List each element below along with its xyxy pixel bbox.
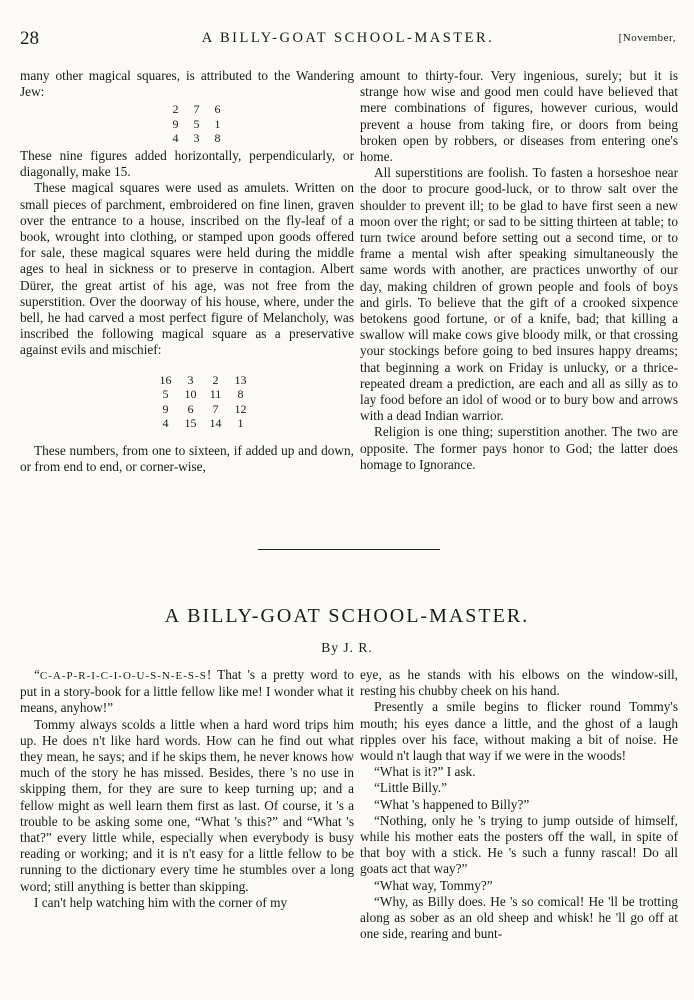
square-cell: 13 (234, 372, 247, 387)
square-cell: 7 (212, 401, 219, 416)
article-title: A BILLY-GOAT SCHOOL-MASTER. (164, 605, 530, 627)
paragraph: “Little Billy.” (374, 780, 447, 796)
square-cell: 6 (187, 401, 194, 416)
magic-square-4x4 (153, 373, 354, 431)
square-cell: 10 (184, 387, 197, 402)
paragraph: These numbers, from one to sixteen, if added up and down, or from end to end, or corner-wise, (20, 442, 354, 474)
paragraph (20, 667, 354, 717)
paragraph: These magical squares were used as amulets. Written on small pieces of parchment, embroidered on fine linen, graven over the entrance to a house, inscribed on the fly-leaf of a book, wrought into clothing, or stamped upon goods offered for sale, these magical squares were held during the middle ages to heal in sickness or to preserve in contagion. Albert Dürer, the great artist of his age, was not free from the superstition. Over the doorway of his house, where, under the bell, he had carved a most perfect figure of Melancholy, was inscribed the following magical square as a preservative against evils and mischief: (20, 180, 354, 358)
square-cell: 1 (214, 116, 221, 131)
paragraph: “What 's happened to Billy?” (374, 796, 530, 812)
magic-square-3x3 (165, 102, 354, 146)
spelled-word: C-A-P-R-I-C-I-O-U-S-N-E-S-S (39, 670, 207, 682)
page-number: 28 (20, 28, 39, 49)
page-header (20, 28, 676, 52)
paragraph: “Why, as Billy does. He 's so comical! He 'll be trotting along as sober as an old sheep and whisk! he 'll go off at one side, rearing and bunt- (360, 893, 678, 942)
running-title: A BILLY-GOAT SCHOOL-MASTER. (201, 30, 495, 46)
paragraph: eye, as he stands with his elbows on the window-sill, resting his chubby cheek on his hand. (360, 667, 678, 699)
square-row (165, 131, 354, 146)
square-cell: 1 (237, 416, 244, 431)
paragraph: All superstitions are foolish. To fasten a horseshoe near the door to procure good-luck, or to throw salt over the shoulder to prevent ill; to be glad to have first seen a new moon over the right; or sad to be sitting thirteen at table; to turn twice around before setting out a second time, or to frame a mental wish after speaking simultaneously the same words with another, are practices unworthy of our day, making children of grown people and fools of boys and girls. To believe that the gift of a crooked sixpence betokens good fortune, or of a knife, bad; that killing a swallow will make cows give bloody milk, or that crossing your stockings before going to bed insures happy dreams; that beginning a work on Friday is unlucky, or a thrice-repeated dream a prediction, are each and all as silly as to lay food before an idol of wood or to bury bow and arrows with a dead Indian warrior. (360, 165, 678, 424)
square-row (165, 117, 354, 132)
paragraph: “Nothing, only he 's trying to jump outside of himself, while his mother eats the posters off the wall, in spite of that boy with a stick. He 's such a funny rascal! Do all goats act that way?” (360, 812, 678, 877)
square-row (165, 102, 354, 117)
paragraph: These nine figures added horizontally, perpendicularly, or diagonally, make 15. (20, 147, 354, 180)
paragraph: I can't help watching him with the corner of my (34, 894, 288, 910)
square-row (153, 402, 354, 417)
paragraph: Religion is one thing; superstition another. The two are opposite. The former pays honor to God; the latter does homage to Ignorance. (360, 424, 678, 472)
square-cell: 11 (209, 387, 222, 402)
square-cell: 4 (172, 131, 179, 146)
square-cell: 8 (214, 131, 221, 146)
section-divider (258, 549, 440, 550)
square-cell: 16 (159, 372, 172, 387)
paragraph: amount to thirty-four. Very ingenious, surely; but it is strange how wise and good men could have believed that mere combinations of figures, however curious, would prevent a house from taking fire, or doors from being broken open by robbers, or diseases from entering one's home. (360, 68, 678, 165)
column-1 (20, 68, 354, 475)
square-cell: 7 (193, 102, 200, 117)
square-cell: 8 (237, 387, 244, 402)
paragraph-text: ! That 's a pretty word to put in a story-book for a little fellow like me! I wonder what it means, anyhow!” (20, 667, 354, 716)
column-4 (360, 667, 678, 942)
square-cell: 12 (234, 401, 247, 416)
column-3 (20, 667, 354, 911)
square-cell: 3 (193, 131, 200, 146)
paragraph: “What is it?” I ask. (374, 764, 476, 780)
open-quote: “ (34, 667, 40, 682)
paragraph: many other magical squares, is attributed to the Wandering Jew: (20, 68, 354, 100)
column-2 (360, 68, 678, 473)
paragraph: “What way, Tommy?” (374, 877, 493, 893)
square-cell: 3 (187, 372, 194, 387)
paragraph: Presently a smile begins to flicker round Tommy's mouth; his eyes dance a little, and the ghost of a laugh ripples over his face, without making a bit of noise. He would n't laugh that way if we were in the woods! (360, 699, 678, 764)
square-row (153, 416, 354, 431)
square-cell: 5 (162, 387, 169, 402)
square-cell: 9 (172, 116, 179, 131)
square-cell: 9 (162, 401, 169, 416)
byline: By J. R. (321, 640, 373, 655)
square-cell: 2 (212, 372, 219, 387)
square-cell: 2 (172, 102, 179, 117)
square-row (153, 387, 354, 402)
square-cell: 5 (193, 116, 200, 131)
square-cell: 15 (184, 416, 197, 431)
running-month: [November, (618, 32, 676, 44)
square-cell: 4 (162, 416, 169, 431)
square-cell: 6 (214, 102, 221, 117)
paragraph: Tommy always scolds a little when a hard word trips him up. He does n't like hard words. How can he find out what they mean, he says; and if he skips them, he never knows how much of the story he has missed. Besides, there 's no use in skipping them, for they are sure to keep turning up; and a fellow might as well learn them first as last. Of course, it 's a trouble to be asking some one, “What 's this?” and “What 's that?” every little while, especially when everybody is busy reading or working; and it is n't easy for a little fellow to be running to the dictionary every time he stumbles over a long word; still anything is better than skipping. (20, 716, 354, 894)
square-cell: 14 (209, 416, 222, 431)
square-row (153, 373, 354, 388)
